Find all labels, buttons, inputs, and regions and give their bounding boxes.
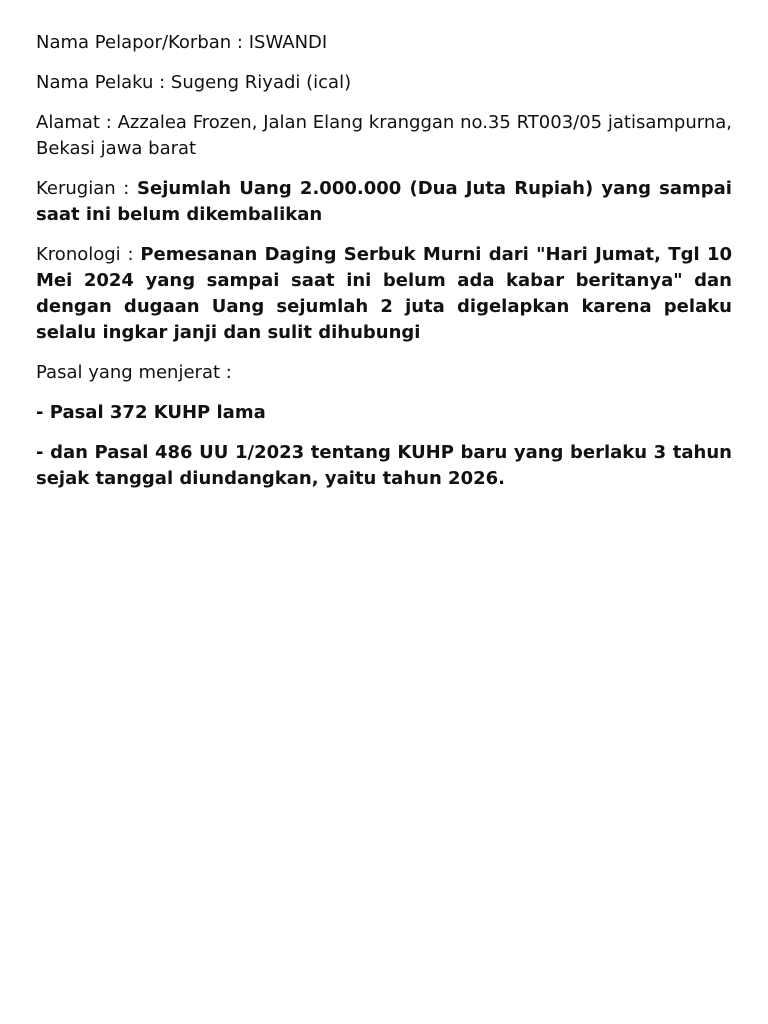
address-label: Alamat : [36, 112, 118, 133]
article-item-1: - Pasal 372 KUHP lama [36, 402, 266, 423]
chronology-line [36, 242, 732, 346]
reporter-line [36, 30, 732, 56]
loss-value: Sejumlah Uang 2.000.000 (Dua Juta Rupiah) yang sampai saat ini belum dikembalikan [36, 178, 732, 225]
perpetrator-value: Sugeng Riyadi (ical) [170, 72, 352, 93]
chronology-label: Kronologi : [36, 244, 141, 265]
loss-line [36, 176, 732, 228]
perpetrator-label: Nama Pelaku : [36, 72, 171, 93]
address-value: Azzalea Frozen, Jalan Elang kranggan no.35 RT003/05 jatisampurna, Bekasi jawa barat [36, 112, 732, 159]
document-page [36, 30, 732, 506]
loss-label: Kerugian : [36, 178, 138, 199]
reporter-label: Nama Pelapor/Korban : [36, 32, 249, 53]
reporter-value: ISWANDI [248, 32, 328, 53]
chronology-value: Pemesanan Daging Serbuk Murni dari "Hari Jumat, Tgl 10 Mei 2024 yang sampai saat ini belum ada kabar beritanya" dan dengan dugaan Uang sejumlah 2 juta digelapkan karena pelaku selalu ingkar janji dan sulit dihubungi [36, 244, 732, 343]
articles-heading: Pasal yang menjerat : [36, 362, 232, 383]
address-line [36, 110, 732, 162]
perpetrator-line [36, 70, 732, 96]
article-item-2: - dan Pasal 486 UU 1/2023 tentang KUHP baru yang berlaku 3 tahun sejak tanggal diundangkan, yaitu tahun 2026. [36, 442, 732, 489]
